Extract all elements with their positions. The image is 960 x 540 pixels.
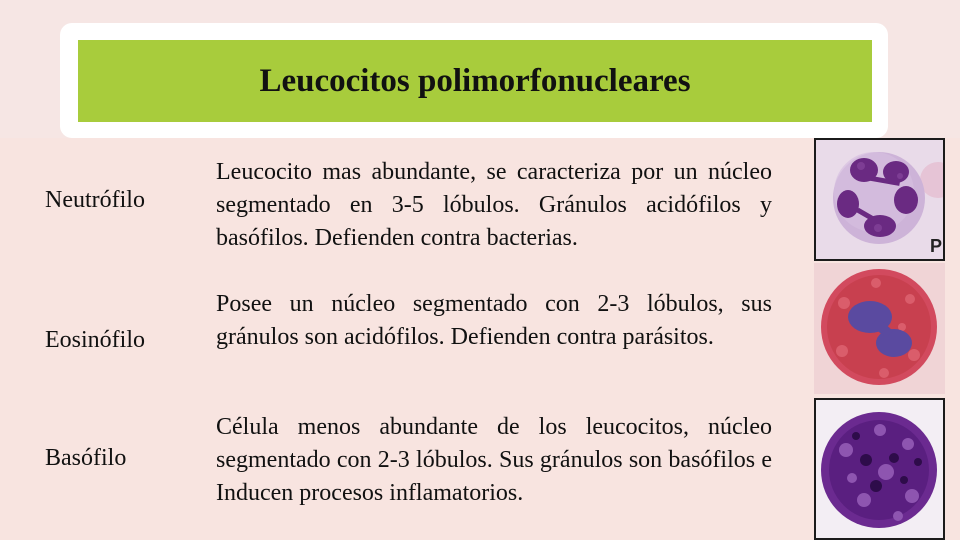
image-corner-letter: P [929,236,942,256]
eosinophil-image [814,263,945,394]
cell-name-neutrophil: Neutrófilo [45,187,145,213]
slide-title: Leucocitos polimorfonucleares [259,62,691,99]
cell-name-basophil: Basófilo [45,445,127,471]
eosinophil-micrograph-icon [814,263,945,394]
cell-name-eosinophil: Eosinófilo [45,327,145,353]
neutrophil-micrograph-icon [816,140,943,259]
basophil-micrograph-icon [816,400,943,538]
neutrophil-image [814,138,945,261]
cell-description-eosinophil: Posee un núcleo segmentado con 2-3 lóbulos, sus gránulos son acidófilos. Defienden contra parásitos. [216,291,772,350]
cell-description-basophil: Célula menos abundante de los leucocitos, núcleo segmentado con 2-3 lóbulos. Sus gránulos son basófilos e Inducen procesos inflamatorios. [216,414,772,506]
basophil-image [814,398,945,540]
cell-description-neutrophil: Leucocito mas abundante, se caracteriza por un núcleo segmentado en 3-5 lóbulos. Gránulos acidófilos y basófilos. Defienden contra bacterias. [216,159,772,251]
title-banner [78,40,872,122]
